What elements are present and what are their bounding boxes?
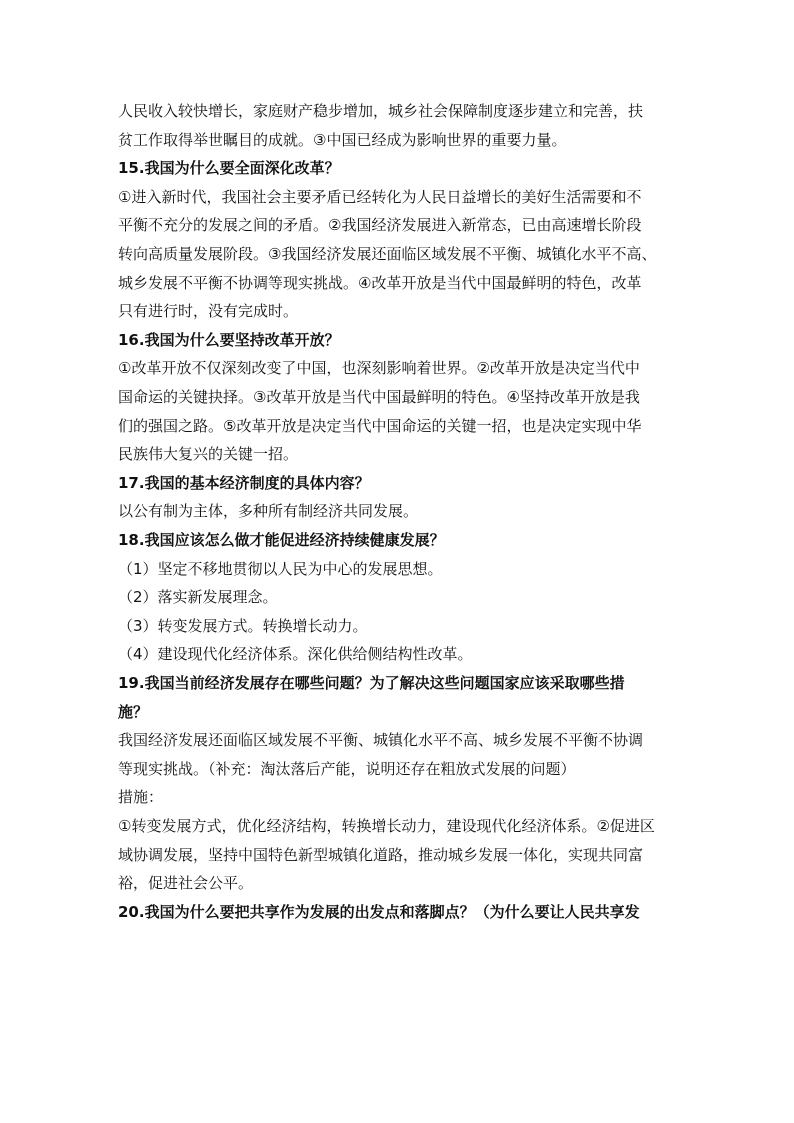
question-line: 17.我国的基本经济制度的具体内容？ — [118, 473, 370, 492]
answer-line: ①转变发展方式，优化经济结构，转换增长动力，建设现代化经济体系。②促进区 — [118, 817, 655, 835]
answer-line: 转向高质量发展阶段。③我国经济发展还面临区域发展不平衡、城镇化水平不高、 — [118, 245, 657, 263]
answer-line: 平衡不充分的发展之间的矛盾。②我国经济发展进入新常态，已由高速增长阶段 — [118, 216, 642, 235]
answer-line: （2）落实新发展理念。 — [118, 588, 278, 607]
answer-line: 们的强国之路。⑤改革开放是决定当代中国命运的关键一招，也是决定实现中华 — [118, 416, 642, 435]
question-line: 20.我国为什么要把共享作为发展的出发点和落脚点？（为什么要让人民共享发 — [118, 902, 640, 921]
answer-line: 人民收入较快增长，家庭财产稳步增加，城乡社会保障制度逐步建立和完善，扶 — [118, 102, 644, 120]
answer-line: 国命运的关键抉择。③改革开放是当代中国最鲜明的特色。④坚持改革开放是我 — [118, 388, 640, 406]
answer-line: 只有进行时，没有完成时。 — [118, 302, 299, 321]
answer-line: （3）转变发展方式。转换增长动力。 — [118, 616, 368, 635]
question-line: 16.我国为什么要坚持改革开放？ — [118, 330, 340, 349]
answer-line: （1）坚定不移地贯彻以人民为中心的发展思想。 — [118, 559, 443, 578]
answer-line: 民族伟大复兴的关键一招。 — [118, 445, 299, 464]
answer-line: 贫工作取得举世瞩目的成就。③中国已经成为影响世界的重要力量。 — [118, 130, 567, 149]
question-line: 施？ — [118, 702, 149, 721]
answer-line: （4）建设现代化经济体系。深化供给侧结构性改革。 — [118, 645, 473, 664]
answer-line: 等现实挑战。（补充：淘汰落后产能，说明还存在粗放式发展的问题） — [118, 759, 576, 778]
answer-line: 措施： — [118, 788, 164, 807]
answer-line: 裕，促进社会公平。 — [118, 874, 254, 893]
question-line: 18.我国应该怎么做才能促进经济持续健康发展？ — [118, 531, 445, 549]
answer-line: 城乡发展不平衡不协调等现实挑战。④改革开放是当代中国最鲜明的特色，改革 — [118, 273, 642, 292]
answer-line: 域协调发展，坚持中国特色新型城镇化道路，推动城乡发展一体化，实现共同富 — [118, 845, 644, 864]
answer-line: ①进入新时代，我国社会主要矛盾已经转化为人民日益增长的美好生活需要和不 — [118, 187, 642, 206]
answer-line: ①改革开放不仅深刻改变了中国，也深刻影响着世界。②改革开放是决定当代中 — [118, 359, 640, 378]
question-line: 15.我国为什么要全面深化改革？ — [118, 159, 340, 178]
question-line: 19.我国当前经济发展存在哪些问题？为了解决这些问题国家应该采取哪些措 — [118, 674, 625, 692]
answer-line: 以公有制为主体，多种所有制经济共同发展。 — [118, 502, 419, 521]
answer-line: 我国经济发展还面临区域发展不平衡、城镇化水平不高、城乡发展不平衡不协调 — [118, 731, 644, 750]
